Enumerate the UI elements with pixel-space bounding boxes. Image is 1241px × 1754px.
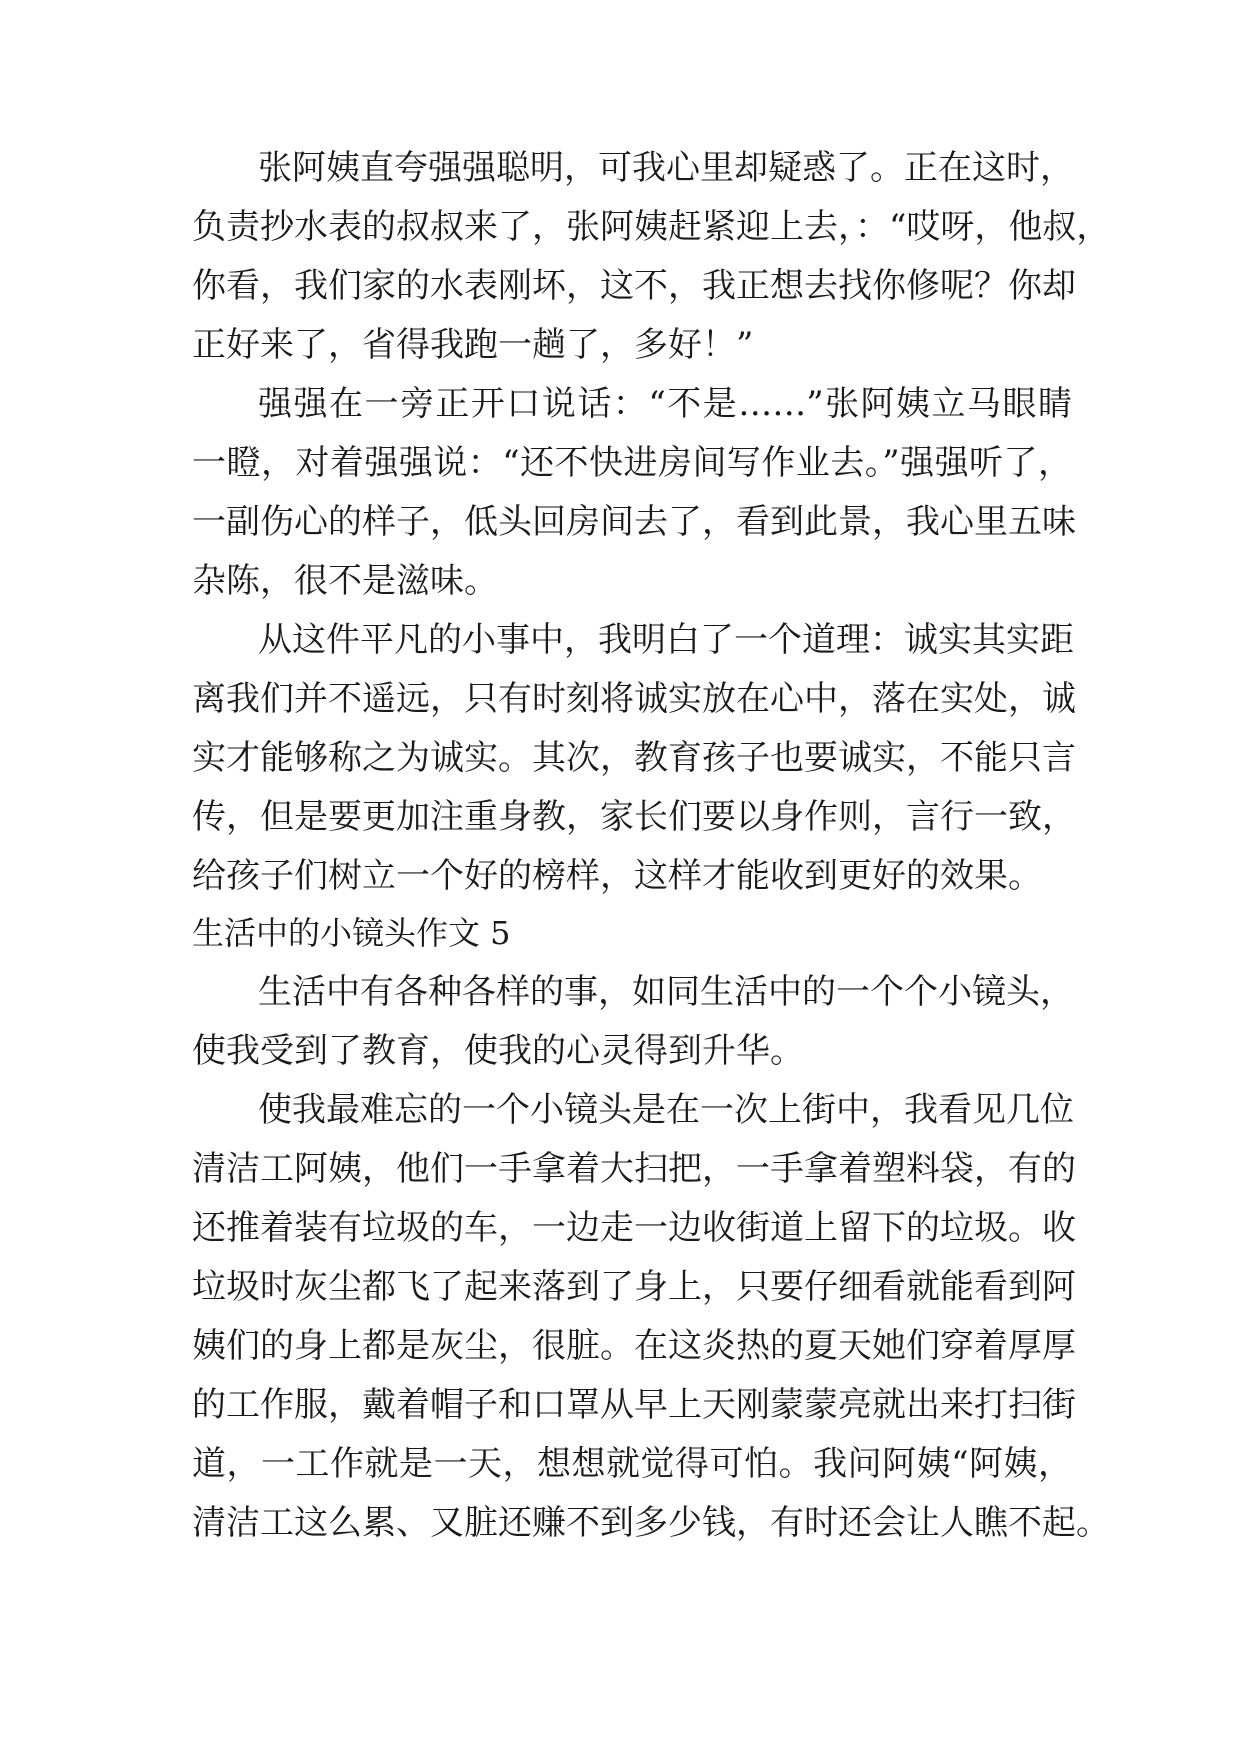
paragraph-3-line-1: 从这件平凡的小事中，我明白了一个道理：诚实其实距	[258, 620, 1074, 660]
paragraph-3-line-3: 实才能够称之为诚实。其次，教育孩子也要诚实，不能只言	[192, 738, 1076, 778]
paragraph-2-line-2: 一瞪，对着强强说：“还不快进房间写作业去。”强强听了，	[192, 443, 1072, 483]
paragraph-3-line-5: 给孩子们树立一个好的榜样，这样才能收到更好的效果。	[192, 856, 1042, 896]
paragraph-5-line-3: 还推着装有垃圾的车，一边走一边收街道上留下的垃圾。收	[192, 1208, 1076, 1248]
paragraph-4-line-1: 生活中有各种各样的事，如同生活中的一个个小镜头，	[258, 972, 1074, 1012]
paragraph-1-line-4: 正好来了，省得我跑一趟了，多好！”	[192, 325, 754, 365]
paragraph-3-line-2: 离我们并不遥远，只有时刻将诚实放在心中，落在实处，诚	[192, 679, 1076, 719]
paragraph-2-line-4: 杂陈，很不是滋味。	[192, 561, 498, 601]
paragraph-4-line-2: 使我受到了教育，使我的心灵得到升华。	[192, 1031, 804, 1071]
paragraph-2-line-3: 一副伤心的样子，低头回房间去了，看到此景，我心里五味	[192, 502, 1076, 542]
paragraph-5-line-8: 清洁工这么累、又脏还赚不到多少钱，有时还会让人瞧不起。	[192, 1503, 1110, 1543]
paragraph-5-line-6: 的工作服，戴着帽子和口罩从早上天刚蒙蒙亮就出来打扫街	[192, 1385, 1076, 1425]
paragraph-5-line-7: 道，一工作就是一天，想想就觉得可怕。我问阿姨“阿姨，	[192, 1444, 1072, 1484]
paragraph-5-line-5: 姨们的身上都是灰尘，很脏。在这炎热的夏天她们穿着厚厚	[192, 1326, 1076, 1366]
paragraph-1-line-1: 张阿姨直夸强强聪明，可我心里却疑惑了。正在这时，	[258, 148, 1074, 188]
paragraph-1-line-2: 负责抄水表的叔叔来了，张阿姨赶紧迎上去，：“哎呀，他叔，	[192, 207, 1111, 247]
paragraph-1-line-3: 你看，我们家的水表刚坏，这不，我正想去找你修呢？你却	[192, 266, 1076, 306]
paragraph-5-line-4: 垃圾时灰尘都飞了起来落到了身上，只要仔细看就能看到阿	[192, 1267, 1076, 1307]
paragraph-2-line-1: 强强在一旁正开口说话：“不是……”张阿姨立马眼睛	[258, 384, 1072, 424]
section-heading: 生活中的小镜头作文 5	[192, 914, 511, 952]
paragraph-3-line-4: 传，但是要更加注重身教，家长们要以身作则，言行一致，	[192, 797, 1076, 837]
paragraph-5-line-2: 清洁工阿姨，他们一手拿着大扫把，一手拿着塑料袋，有的	[192, 1149, 1076, 1189]
paragraph-5-line-1: 使我最难忘的一个小镜头是在一次上街中，我看见几位	[258, 1090, 1074, 1130]
